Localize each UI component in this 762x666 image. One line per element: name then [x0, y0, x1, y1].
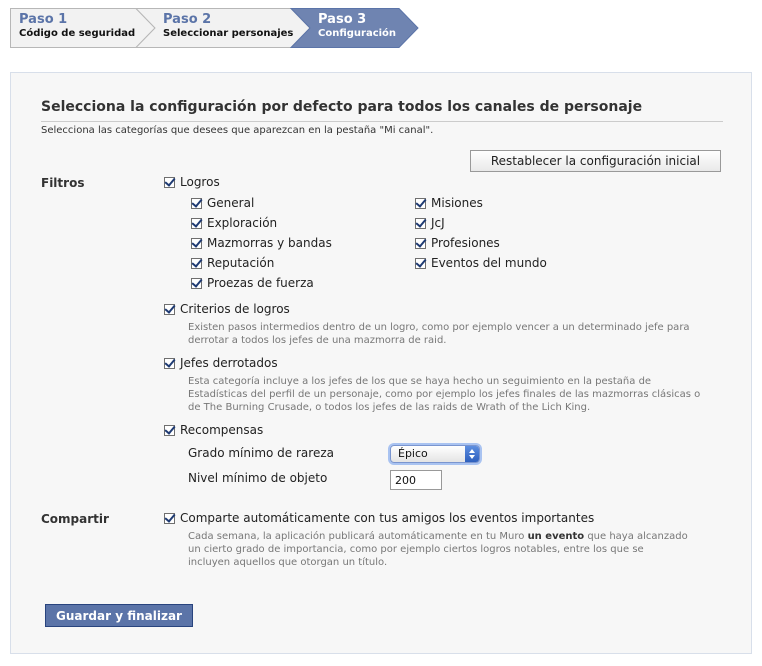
checkbox-checked-icon[interactable]: [415, 218, 426, 229]
rarity-select[interactable]: [390, 445, 480, 463]
step-1-number: Paso 1: [19, 12, 68, 27]
step-1: [19, 13, 135, 39]
recompensas-checkbox[interactable]: [164, 423, 263, 437]
select-arrows-icon[interactable]: [465, 446, 479, 462]
share-checkbox[interactable]: [164, 511, 594, 525]
logros-proezas-checkbox[interactable]: [191, 276, 314, 290]
recompensas-label: Recompensas: [180, 423, 264, 437]
criterios-checkbox[interactable]: [164, 302, 290, 316]
step-2-number: Paso 2: [163, 12, 212, 27]
jefes-checkbox[interactable]: [164, 356, 278, 370]
logros-exploracion-checkbox[interactable]: [191, 216, 277, 230]
jefes-label: Jefes derrotados: [180, 356, 278, 370]
share-description: [188, 530, 688, 569]
page-title: Selecciona la configuración por defecto para todos los canales de personaje: [41, 99, 723, 122]
logros-reputacion-checkbox[interactable]: [191, 256, 274, 270]
share-label: Comparte automáticamente con tus amigos los eventos importantes: [180, 511, 595, 525]
logros-eventos-checkbox[interactable]: [415, 256, 547, 270]
checkbox-checked-icon[interactable]: [415, 258, 426, 269]
criterios-label: Criterios de logros: [180, 302, 290, 316]
checkbox-checked-icon[interactable]: [164, 425, 175, 436]
checkbox-checked-icon[interactable]: [164, 304, 175, 315]
step-3-label: Configuración: [318, 28, 397, 39]
share-description-end: que haya alcanzado un cierto grado de importancia, como por ejemplo ciertos logros notables, entre los que se incluyen aquellos que otorgan un título.: [188, 531, 688, 568]
checkbox-checked-icon[interactable]: [415, 198, 426, 209]
logros-misiones-checkbox[interactable]: [415, 196, 483, 210]
share-description-bold: un evento: [527, 531, 585, 542]
logros-proezas-label: Proezas de fuerza: [207, 276, 314, 290]
logros-profesiones-label: Profesiones: [431, 236, 500, 250]
item-level-label: Nivel mínimo de objeto: [188, 471, 328, 485]
checkbox-checked-icon[interactable]: [191, 278, 202, 289]
checkbox-checked-icon[interactable]: [164, 513, 175, 524]
item-level-input[interactable]: [390, 470, 442, 490]
step-3: [318, 13, 396, 39]
checkbox-checked-icon[interactable]: [191, 218, 202, 229]
filters-section-label: Filtros: [41, 176, 85, 190]
logros-mazmorras-checkbox[interactable]: [191, 236, 332, 250]
checkbox-checked-icon[interactable]: [191, 238, 202, 249]
criterios-description: Existen pasos intermedios dentro de un logro, como por ejemplo vencer a un determinado jefe para derrotar a todos los jefes de una mazmorra de raid.: [188, 322, 690, 346]
save-finish-button[interactable]: Guardar y finalizar: [45, 604, 193, 627]
logros-mazmorras-label: Mazmorras y bandas: [207, 236, 332, 250]
logros-jcj-checkbox[interactable]: [415, 216, 445, 230]
settings-panel: [10, 72, 752, 654]
jefes-description: Esta categoría incluye a los jefes de los que se haya hecho un seguimiento en la pestaña de Estadísticas del perfil de un personaje, como por ejemplo los jefes finales de las mazmorras clásicas o de The Burning Crusade, o todos los jefes de las raids de Wrath of the Lich King.: [188, 376, 701, 413]
logros-profesiones-checkbox[interactable]: [415, 236, 500, 250]
share-description-start: Cada semana, la aplicación publicará automáticamente en tu Muro: [188, 531, 528, 542]
reset-defaults-button[interactable]: Restablecer la configuración inicial: [470, 150, 721, 172]
logros-misiones-label: Misiones: [431, 196, 483, 210]
logros-exploracion-label: Exploración: [207, 216, 278, 230]
wizard-steps: [10, 8, 420, 48]
logros-general-label: General: [207, 196, 255, 210]
logros-checkbox[interactable]: [164, 175, 220, 189]
step-1-label: Código de seguridad: [19, 28, 136, 39]
step-2-label: Seleccionar personajes: [163, 28, 294, 39]
logros-label: Logros: [180, 175, 220, 189]
checkbox-checked-icon[interactable]: [191, 258, 202, 269]
checkbox-checked-icon[interactable]: [415, 238, 426, 249]
checkbox-checked-icon[interactable]: [191, 198, 202, 209]
logros-jcj-label: JcJ: [431, 216, 445, 230]
rarity-select-value: Épico: [398, 447, 428, 460]
checkbox-checked-icon[interactable]: [164, 358, 175, 369]
page-subtitle: Selecciona las categorías que desees que aparezcan en la pestaña "Mi canal".: [41, 125, 434, 136]
step-2: [163, 13, 293, 39]
step-3-number: Paso 3: [318, 12, 367, 27]
logros-reputacion-label: Reputación: [207, 256, 275, 270]
rarity-label: Grado mínimo de rareza: [188, 446, 334, 460]
logros-general-checkbox[interactable]: [191, 196, 254, 210]
checkbox-checked-icon[interactable]: [164, 177, 175, 188]
logros-eventos-label: Eventos del mundo: [431, 256, 547, 270]
share-section-label: Compartir: [41, 512, 109, 526]
